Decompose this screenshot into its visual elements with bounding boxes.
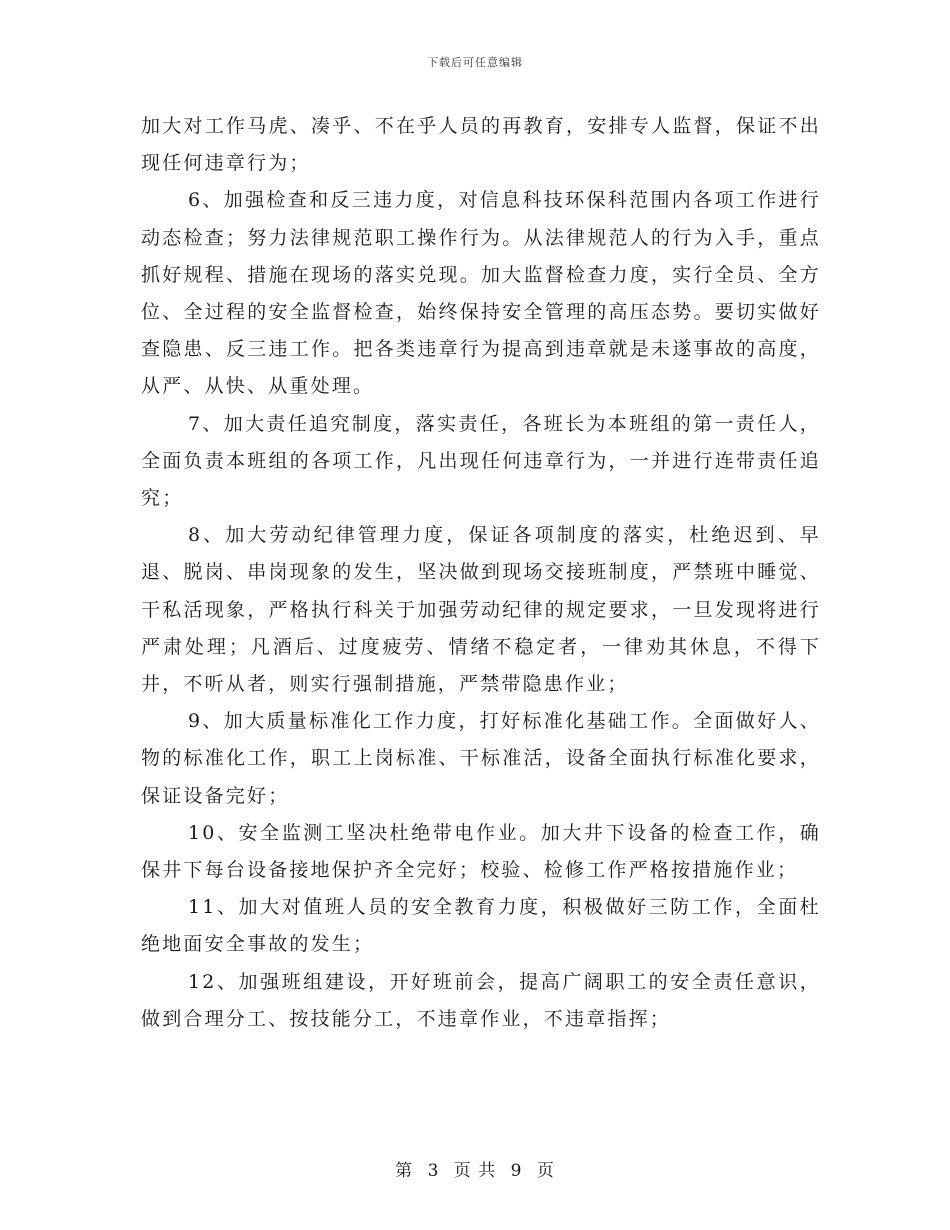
document-body [141,108,821,1038]
paragraph-item-12: 12、加强班组建设，开好班前会，提高广阔职工的安全责任意识，做到合理分工、按技能分工，不违章作业，不违章指挥； [141,970,821,1030]
footer-middle: 页 共 [453,1161,497,1181]
header-note: 下载后可任意编辑 [427,56,523,69]
footer-suffix: 页 [536,1161,555,1181]
paragraph-item-9: 9、加大质量标准化工作力度，打好标准化基础工作。全面做好人、物的标准化工作，职工上岗标准、干标准活，设备全面执行标准化要求，保证设备完好； [141,710,821,807]
paragraph-item-11: 11、加大对值班人员的安全教育力度，积极做好三防工作，全面杜绝地面安全事故的发生； [141,896,821,956]
current-page-number: 3 [427,1161,440,1181]
paragraph-item-7: 7、加大责任追究制度，落实责任，各班长为本班组的第一责任人，全面负责本班组的各项工作，凡出现任何违章行为，一并进行连带责任追究； [141,412,821,510]
paragraph-item-8: 8、加大劳动纪律管理力度，保证各项制度的落实，杜绝迟到、早退、脱岗、串岗现象的发生，坚决做到现场交接班制度，严禁班中睡觉、干私活现象，严格执行科关于加强劳动纪律的规定要求，一旦发现将进行严肃处理；凡酒后、过度疲劳、情绪不稳定者，一律劝其休息，不得下井，不听从者，则实行强制措施，严禁带隐患作业； [141,524,821,696]
paragraph-continuation: 加大对工作马虎、凑乎、不在乎人员的再教育，安排专人监督，保证不出现任何违章行为； [141,115,821,175]
footer-prefix: 第 [395,1161,414,1181]
page-footer [0,1156,950,1181]
paragraph-item-6: 6、加强检查和反三违力度，对信息科技环保科范围内各项工作进行动态检查；努力法律规范职工操作行为。从法律规范人的行为入手，重点抓好规程、措施在现场的落实兑现。加大监督检查力度，实行全员、全方位、全过程的安全监督检查，始终保持安全管理的高压态势。要切实做好查隐患、反三违工作。把各类违章行为提高到违章就是未遂事故的高度，从严、从快、从重处理。 [141,189,821,398]
paragraph-item-10: 10、安全监测工坚决杜绝带电作业。加大井下设备的检查工作，确保井下每台设备接地保护齐全完好；校验、检修工作严格按措施作业； [141,821,821,882]
total-page-count: 9 [510,1161,523,1181]
